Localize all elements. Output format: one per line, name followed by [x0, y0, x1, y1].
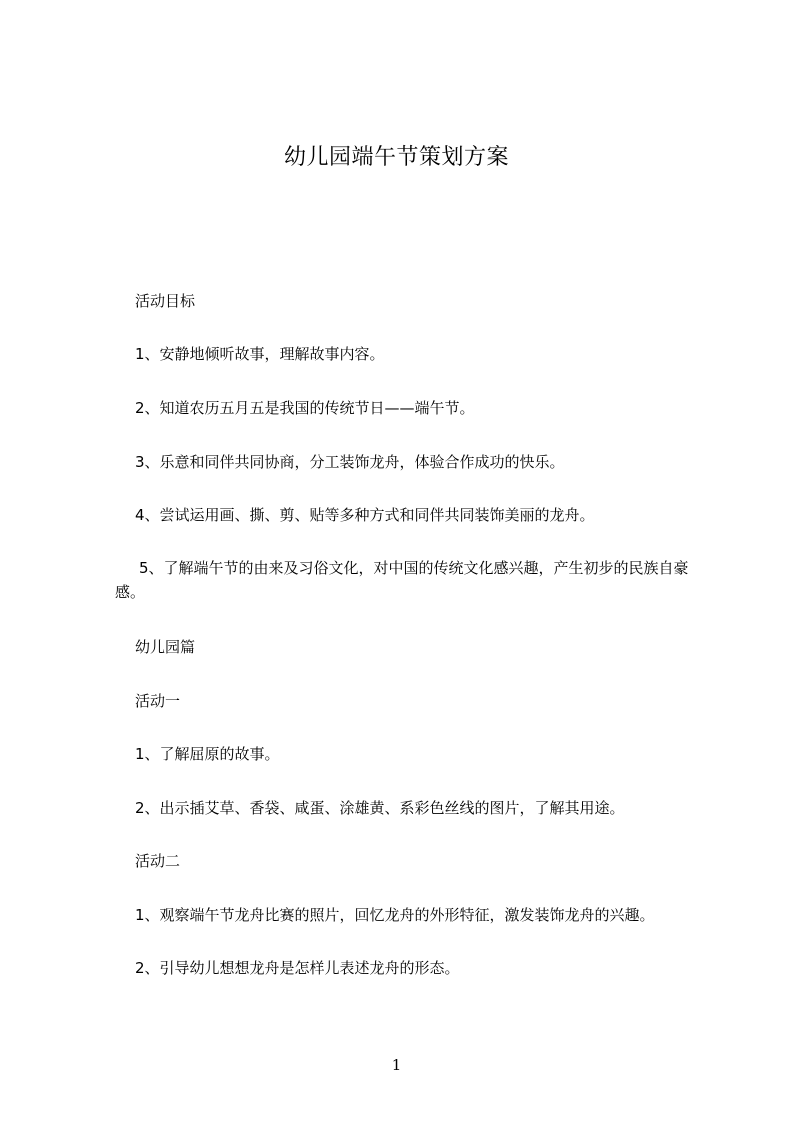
paragraph-activity-2-item-2: 2、引导幼儿想想龙舟是怎样儿表述龙舟的形态。 — [135, 959, 460, 977]
paragraph-activity-1-item-2: 2、出示插艾草、香袋、咸蛋、涂雄黄、系彩色丝线的图片，了解其用途。 — [135, 799, 625, 817]
paragraph-activity-2-item-1: 1、观察端午节龙舟比赛的照片，回忆龙舟的外形特征，激发装饰龙舟的兴趣。 — [135, 906, 655, 924]
section-heading-kindergarten: 幼儿园篇 — [135, 638, 196, 656]
paragraph-activity-1-item-1: 1、了解屈原的故事。 — [135, 745, 280, 763]
paragraph-goal-3: 3、乐意和同伴共同协商，分工装饰龙舟，体验合作成功的快乐。 — [135, 453, 565, 471]
paragraph-goal-5: 5、了解端午节的由来及习俗文化，对中国的传统文化感兴趣，产生初步的民族自豪感。 — [115, 559, 689, 601]
document-title: 幼儿园端午节策划方案 — [283, 145, 509, 170]
paragraph-goal-1: 1、安静地倾听故事，理解故事内容。 — [135, 345, 385, 363]
page-number: 1 — [391, 1056, 402, 1074]
section-heading-activity-2: 活动二 — [135, 852, 181, 870]
section-heading-activity-1: 活动一 — [135, 692, 181, 710]
paragraph-goal-4: 4、尝试运用画、撕、剪、贴等多种方式和同伴共同装饰美丽的龙舟。 — [135, 506, 595, 524]
section-heading-goals: 活动目标 — [135, 292, 196, 310]
paragraph-goal-2: 2、知道农历五月五是我国的传统节日——端午节。 — [135, 399, 475, 417]
